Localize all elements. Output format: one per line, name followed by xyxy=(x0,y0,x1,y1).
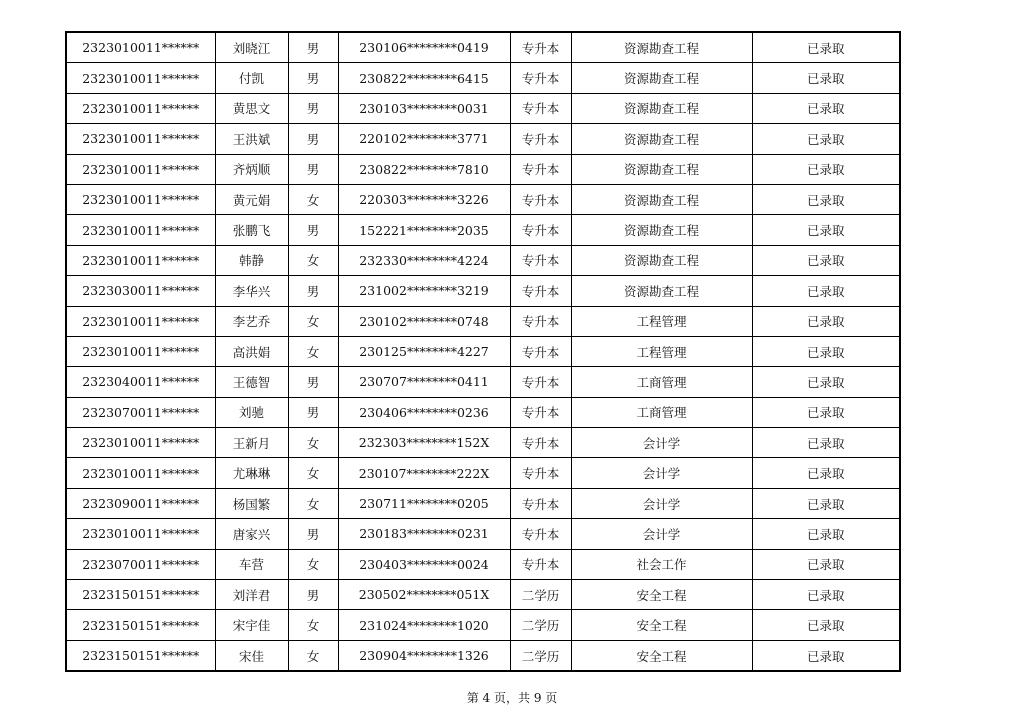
type-cell: 专升本 xyxy=(510,93,571,123)
major-cell: 会计学 xyxy=(571,458,752,488)
exam-id-cell: 2323010011****** xyxy=(66,428,215,458)
type-cell: 专升本 xyxy=(510,215,571,245)
status-cell: 已录取 xyxy=(752,124,900,154)
exam-id-cell: 2323010011****** xyxy=(66,32,215,63)
status-cell: 已录取 xyxy=(752,397,900,427)
major-cell: 资源勘查工程 xyxy=(571,93,752,123)
type-cell: 专升本 xyxy=(510,519,571,549)
gender-cell: 女 xyxy=(288,488,338,518)
page-footer: 第 4 页，共 9 页 xyxy=(466,691,558,705)
id-number-cell: 230403********0024 xyxy=(338,549,510,579)
type-cell: 二学历 xyxy=(510,640,571,671)
exam-id-cell: 2323150151****** xyxy=(66,640,215,671)
major-cell: 工商管理 xyxy=(571,397,752,427)
type-cell: 专升本 xyxy=(510,367,571,397)
type-cell: 专升本 xyxy=(510,63,571,93)
table-row xyxy=(66,488,900,518)
table-row xyxy=(66,428,900,458)
exam-id-cell: 2323090011****** xyxy=(66,488,215,518)
name-cell: 宋宇佳 xyxy=(215,610,288,640)
type-cell: 专升本 xyxy=(510,428,571,458)
type-cell: 专升本 xyxy=(510,245,571,275)
id-number-cell: 220102********3771 xyxy=(338,124,510,154)
id-number-cell: 230183********0231 xyxy=(338,519,510,549)
table-body xyxy=(66,32,900,671)
status-cell: 已录取 xyxy=(752,488,900,518)
exam-id-cell: 2323150151****** xyxy=(66,580,215,610)
id-number-cell: 220303********3226 xyxy=(338,184,510,214)
type-cell: 专升本 xyxy=(510,154,571,184)
type-cell: 专升本 xyxy=(510,32,571,63)
name-cell: 刘晓江 xyxy=(215,32,288,63)
type-cell: 专升本 xyxy=(510,458,571,488)
exam-id-cell: 2323010011****** xyxy=(66,124,215,154)
name-cell: 王新月 xyxy=(215,428,288,458)
gender-cell: 男 xyxy=(288,154,338,184)
major-cell: 安全工程 xyxy=(571,610,752,640)
status-cell: 已录取 xyxy=(752,610,900,640)
exam-id-cell: 2323010011****** xyxy=(66,245,215,275)
name-cell: 车营 xyxy=(215,549,288,579)
table-row xyxy=(66,306,900,336)
major-cell: 资源勘查工程 xyxy=(571,245,752,275)
major-cell: 社会工作 xyxy=(571,549,752,579)
id-number-cell: 230106********0419 xyxy=(338,32,510,63)
major-cell: 资源勘查工程 xyxy=(571,184,752,214)
type-cell: 二学历 xyxy=(510,610,571,640)
name-cell: 付凯 xyxy=(215,63,288,93)
major-cell: 工程管理 xyxy=(571,336,752,366)
exam-id-cell: 2323010011****** xyxy=(66,336,215,366)
gender-cell: 男 xyxy=(288,519,338,549)
exam-id-cell: 2323070011****** xyxy=(66,397,215,427)
gender-cell: 男 xyxy=(288,32,338,63)
major-cell: 资源勘查工程 xyxy=(571,63,752,93)
status-cell: 已录取 xyxy=(752,428,900,458)
id-number-cell: 230107********222X xyxy=(338,458,510,488)
exam-id-cell: 2323040011****** xyxy=(66,367,215,397)
exam-id-cell: 2323010011****** xyxy=(66,93,215,123)
exam-id-cell: 2323070011****** xyxy=(66,549,215,579)
id-number-cell: 231024********1020 xyxy=(338,610,510,640)
admission-table-container xyxy=(65,31,901,672)
exam-id-cell: 2323010011****** xyxy=(66,215,215,245)
id-number-cell: 232330********4224 xyxy=(338,245,510,275)
gender-cell: 女 xyxy=(288,428,338,458)
name-cell: 唐家兴 xyxy=(215,519,288,549)
table-row xyxy=(66,580,900,610)
name-cell: 刘洋君 xyxy=(215,580,288,610)
name-cell: 杨国繁 xyxy=(215,488,288,518)
status-cell: 已录取 xyxy=(752,184,900,214)
status-cell: 已录取 xyxy=(752,276,900,306)
status-cell: 已录取 xyxy=(752,154,900,184)
status-cell: 已录取 xyxy=(752,336,900,366)
name-cell: 高洪娟 xyxy=(215,336,288,366)
table-row xyxy=(66,215,900,245)
table-row xyxy=(66,519,900,549)
major-cell: 会计学 xyxy=(571,488,752,518)
table-row xyxy=(66,397,900,427)
gender-cell: 女 xyxy=(288,549,338,579)
name-cell: 黄思文 xyxy=(215,93,288,123)
exam-id-cell: 2323010011****** xyxy=(66,154,215,184)
gender-cell: 女 xyxy=(288,245,338,275)
table-row xyxy=(66,549,900,579)
id-number-cell: 230102********0748 xyxy=(338,306,510,336)
table-row xyxy=(66,640,900,671)
gender-cell: 男 xyxy=(288,397,338,427)
id-number-cell: 230125********4227 xyxy=(338,336,510,366)
gender-cell: 女 xyxy=(288,458,338,488)
major-cell: 资源勘查工程 xyxy=(571,124,752,154)
id-number-cell: 230904********1326 xyxy=(338,640,510,671)
name-cell: 王洪斌 xyxy=(215,124,288,154)
id-number-cell: 230822********6415 xyxy=(338,63,510,93)
status-cell: 已录取 xyxy=(752,93,900,123)
gender-cell: 男 xyxy=(288,93,338,123)
major-cell: 资源勘查工程 xyxy=(571,215,752,245)
major-cell: 资源勘查工程 xyxy=(571,154,752,184)
table-row xyxy=(66,184,900,214)
major-cell: 安全工程 xyxy=(571,580,752,610)
major-cell: 安全工程 xyxy=(571,640,752,671)
exam-id-cell: 2323010011****** xyxy=(66,63,215,93)
type-cell: 专升本 xyxy=(510,397,571,427)
major-cell: 会计学 xyxy=(571,428,752,458)
type-cell: 专升本 xyxy=(510,184,571,214)
table-row xyxy=(66,245,900,275)
major-cell: 资源勘查工程 xyxy=(571,32,752,63)
table-row xyxy=(66,32,900,63)
admission-table xyxy=(65,31,901,672)
type-cell: 专升本 xyxy=(510,306,571,336)
type-cell: 专升本 xyxy=(510,549,571,579)
table-row xyxy=(66,276,900,306)
id-number-cell: 230502********051X xyxy=(338,580,510,610)
gender-cell: 女 xyxy=(288,336,338,366)
gender-cell: 男 xyxy=(288,367,338,397)
id-number-cell: 230711********0205 xyxy=(338,488,510,518)
id-number-cell: 230822********7810 xyxy=(338,154,510,184)
gender-cell: 男 xyxy=(288,580,338,610)
status-cell: 已录取 xyxy=(752,580,900,610)
table-row xyxy=(66,458,900,488)
gender-cell: 女 xyxy=(288,640,338,671)
status-cell: 已录取 xyxy=(752,215,900,245)
id-number-cell: 230406********0236 xyxy=(338,397,510,427)
type-cell: 专升本 xyxy=(510,276,571,306)
name-cell: 李华兴 xyxy=(215,276,288,306)
gender-cell: 男 xyxy=(288,63,338,93)
table-row xyxy=(66,124,900,154)
gender-cell: 女 xyxy=(288,610,338,640)
type-cell: 专升本 xyxy=(510,124,571,154)
type-cell: 专升本 xyxy=(510,488,571,518)
name-cell: 张鹏飞 xyxy=(215,215,288,245)
gender-cell: 男 xyxy=(288,124,338,154)
id-number-cell: 231002********3219 xyxy=(338,276,510,306)
status-cell: 已录取 xyxy=(752,519,900,549)
id-number-cell: 230707********0411 xyxy=(338,367,510,397)
major-cell: 会计学 xyxy=(571,519,752,549)
exam-id-cell: 2323010011****** xyxy=(66,458,215,488)
table-row xyxy=(66,63,900,93)
name-cell: 尤琳琳 xyxy=(215,458,288,488)
type-cell: 二学历 xyxy=(510,580,571,610)
exam-id-cell: 2323030011****** xyxy=(66,276,215,306)
name-cell: 李艺乔 xyxy=(215,306,288,336)
name-cell: 黄元娟 xyxy=(215,184,288,214)
exam-id-cell: 2323010011****** xyxy=(66,306,215,336)
gender-cell: 男 xyxy=(288,276,338,306)
status-cell: 已录取 xyxy=(752,367,900,397)
status-cell: 已录取 xyxy=(752,458,900,488)
id-number-cell: 230103********0031 xyxy=(338,93,510,123)
id-number-cell: 152221********2035 xyxy=(338,215,510,245)
status-cell: 已录取 xyxy=(752,306,900,336)
exam-id-cell: 2323010011****** xyxy=(66,184,215,214)
table-row xyxy=(66,93,900,123)
status-cell: 已录取 xyxy=(752,549,900,579)
name-cell: 韩静 xyxy=(215,245,288,275)
status-cell: 已录取 xyxy=(752,640,900,671)
name-cell: 王德智 xyxy=(215,367,288,397)
table-row xyxy=(66,367,900,397)
major-cell: 工程管理 xyxy=(571,306,752,336)
exam-id-cell: 2323010011****** xyxy=(66,519,215,549)
exam-id-cell: 2323150151****** xyxy=(66,610,215,640)
status-cell: 已录取 xyxy=(752,63,900,93)
major-cell: 工商管理 xyxy=(571,367,752,397)
status-cell: 已录取 xyxy=(752,245,900,275)
status-cell: 已录取 xyxy=(752,32,900,63)
name-cell: 宋佳 xyxy=(215,640,288,671)
type-cell: 专升本 xyxy=(510,336,571,366)
id-number-cell: 232303********152X xyxy=(338,428,510,458)
table-row xyxy=(66,610,900,640)
gender-cell: 女 xyxy=(288,184,338,214)
gender-cell: 男 xyxy=(288,215,338,245)
table-row xyxy=(66,336,900,366)
table-row xyxy=(66,154,900,184)
name-cell: 刘驰 xyxy=(215,397,288,427)
major-cell: 资源勘查工程 xyxy=(571,276,752,306)
name-cell: 齐炳顺 xyxy=(215,154,288,184)
gender-cell: 女 xyxy=(288,306,338,336)
